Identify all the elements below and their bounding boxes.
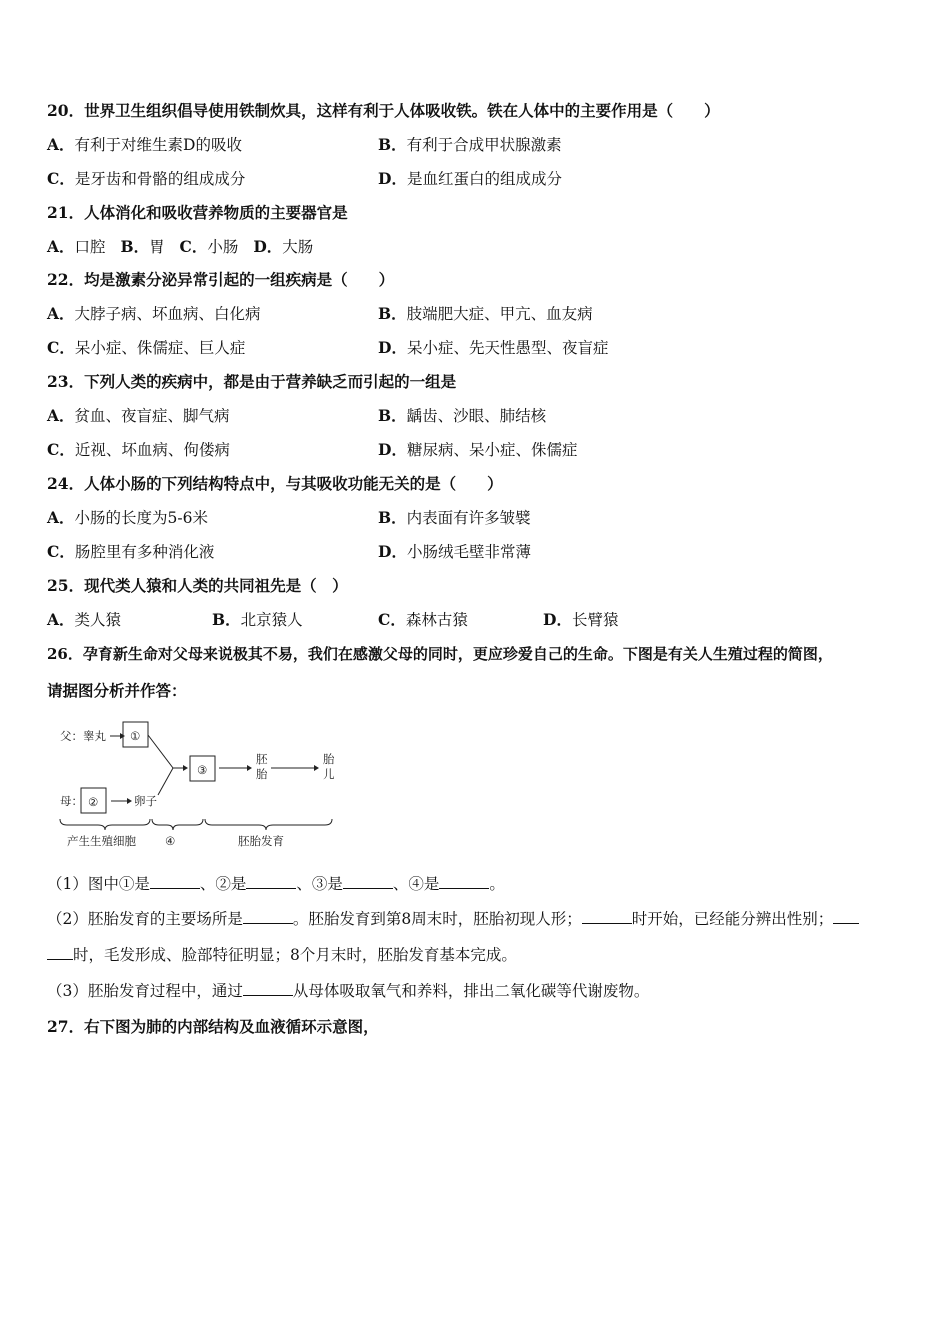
q25-option-c xyxy=(378,610,468,630)
q21-stem: 21．人体消化和吸收营养物质的主要器官是 xyxy=(47,203,348,222)
option-label: A． xyxy=(47,304,75,323)
option-text: 内表面有许多皱襞 xyxy=(406,509,531,527)
option-text: 长臂猿 xyxy=(571,611,619,629)
option-label: D． xyxy=(543,610,572,629)
q26-sub1 xyxy=(47,874,505,894)
option-text: 呆小症、侏儒症、巨人症 xyxy=(74,339,246,357)
arrow-head xyxy=(183,765,188,771)
sub1-text: （1）图中①是 xyxy=(47,875,150,893)
option-label: A． xyxy=(47,237,75,256)
option-label: A． xyxy=(47,610,75,629)
sub1-text: 、④是 xyxy=(392,875,440,893)
q24-option-d xyxy=(378,542,531,562)
answer-blank[interactable] xyxy=(343,874,393,889)
option-text: 小肠 xyxy=(207,238,239,256)
q24-option-a xyxy=(47,508,208,528)
option-text: 北京猿人 xyxy=(240,611,303,629)
option-text: 口腔 xyxy=(74,238,106,256)
option-text: 糖尿病、呆小症、侏儒症 xyxy=(406,441,578,459)
q26-stem-line2: 请据图分析并作答： xyxy=(47,681,187,700)
option-text: 大脖子病、坏血病、白化病 xyxy=(74,305,261,323)
option-text: 大肠 xyxy=(282,238,314,256)
option-text: 肠腔里有多种消化液 xyxy=(74,543,215,561)
q22-option-c xyxy=(47,338,245,358)
father-label: 父：睾丸 xyxy=(60,729,106,743)
brace-label-development: 胚胎发育 xyxy=(238,834,284,848)
brace-fertilization xyxy=(152,819,203,830)
q26-sub2-line2 xyxy=(47,945,517,965)
q23-stem: 23．下列人类的疾病中，都是由于营养缺乏而引起的一组是 xyxy=(47,372,457,391)
answer-blank[interactable] xyxy=(47,945,73,960)
arrow-head xyxy=(314,765,319,771)
q25-option-a xyxy=(47,610,121,630)
reproduction-diagram xyxy=(55,715,345,855)
answer-blank[interactable] xyxy=(833,909,859,924)
q20-stem: 20．世界卫生组织倡导使用铁制炊具，这样有利于人体吸收铁。铁在人体中的主要作用是（ ） xyxy=(47,101,720,120)
q22-option-b xyxy=(378,304,593,324)
option-label: C． xyxy=(47,440,75,459)
sub2-text: 时开始，已经能分辨出性别； xyxy=(631,910,834,928)
option-label: C． xyxy=(47,542,75,561)
option-label: D． xyxy=(253,237,283,256)
converge-line-top xyxy=(148,735,173,768)
sub3-text: 从母体吸取氧气和养料，排出二氧化碳等代谢废物。 xyxy=(292,982,650,1000)
option-label: C． xyxy=(179,237,208,256)
answer-blank[interactable] xyxy=(243,981,293,996)
option-text: 呆小症、先天性愚型、夜盲症 xyxy=(406,339,609,357)
option-label: B． xyxy=(212,610,241,629)
option-label: C． xyxy=(47,169,75,188)
fetus-label-1: 胎 xyxy=(323,752,335,766)
sub1-text: 、②是 xyxy=(199,875,247,893)
option-label: C． xyxy=(378,610,406,629)
option-label: B． xyxy=(378,304,407,323)
egg-label: 卵子 xyxy=(134,794,157,808)
q22-stem: 22．均是激素分泌异常引起的一组疾病是（ ） xyxy=(47,270,395,289)
q25-option-d xyxy=(543,610,618,630)
q23-option-a xyxy=(47,406,230,426)
box-1-label: ① xyxy=(130,729,141,743)
option-text: 胃 xyxy=(149,238,165,256)
q22-option-a xyxy=(47,304,261,324)
option-label: D． xyxy=(378,440,407,459)
answer-blank[interactable] xyxy=(243,909,293,924)
sub2-text: （2）胚胎发育的主要场所是 xyxy=(47,910,243,928)
converge-line-bottom xyxy=(158,768,173,795)
q21-options xyxy=(47,237,313,257)
q23-option-d xyxy=(378,440,577,460)
q26-sub3 xyxy=(47,981,649,1001)
option-text: 小肠的长度为5-6米 xyxy=(74,509,208,527)
q24-stem: 24．人体小肠的下列结构特点中，与其吸收功能无关的是（ ） xyxy=(47,474,503,493)
option-label: B． xyxy=(378,135,407,154)
answer-blank[interactable] xyxy=(439,874,489,889)
option-text: 有利于合成甲状腺激素 xyxy=(406,136,562,154)
sub2-text: 。胚胎发育到第8周末时，胚胎初现人形； xyxy=(292,910,582,928)
embryo-label-1: 胚 xyxy=(256,752,268,766)
option-text: 近视、坏血病、佝偻病 xyxy=(74,441,230,459)
sub1-text: 。 xyxy=(489,875,505,893)
option-text: 是牙齿和骨骼的组成成分 xyxy=(74,170,246,188)
option-label: C． xyxy=(47,338,75,357)
option-label: D． xyxy=(378,338,407,357)
arrow-head xyxy=(247,765,252,771)
q24-option-c xyxy=(47,542,214,562)
q25-stem: 25．现代类人猿和人类的共同祖先是（ ） xyxy=(47,576,348,595)
q22-option-d xyxy=(378,338,608,358)
q27-stem: 27．右下图为肺的内部结构及血液循环示意图， xyxy=(47,1017,379,1036)
sub3-text: （3）胚胎发育过程中，通过 xyxy=(47,982,243,1000)
answer-blank[interactable] xyxy=(150,874,200,889)
sub2-text: 时，毛发形成、脸部特征明显；8个月末时，胚胎发育基本完成。 xyxy=(73,946,517,964)
q20-option-d xyxy=(378,169,562,189)
option-text: 是血红蛋白的组成成分 xyxy=(406,170,562,188)
q20-option-c xyxy=(47,169,245,189)
embryo-label-2: 胎 xyxy=(256,767,268,781)
option-text: 肢端肥大症、甲亢、血友病 xyxy=(406,305,593,323)
q25-option-b xyxy=(212,610,303,630)
q23-option-c xyxy=(47,440,230,460)
option-label: B． xyxy=(378,406,407,425)
box-3-label: ③ xyxy=(197,763,208,777)
option-text: 小肠绒毛壁非常薄 xyxy=(406,543,531,561)
option-label: B． xyxy=(120,237,150,256)
option-label: A． xyxy=(47,406,75,425)
option-text: 有利于对维生素D的吸收 xyxy=(74,136,242,154)
option-text: 龋齿、沙眼、肺结核 xyxy=(406,407,547,425)
q23-option-b xyxy=(378,406,546,426)
fetus-label-2: 儿 xyxy=(323,767,335,781)
answer-blank[interactable] xyxy=(582,909,632,924)
arrow-head xyxy=(127,798,132,804)
brace-label-4: ④ xyxy=(165,834,176,848)
q20-option-b xyxy=(378,135,562,155)
brace-germ-cells xyxy=(60,819,150,830)
q24-option-b xyxy=(378,508,531,528)
option-label: D． xyxy=(378,169,407,188)
answer-blank[interactable] xyxy=(246,874,296,889)
mother-label: 母： xyxy=(60,794,83,808)
option-text: 贫血、夜盲症、脚气病 xyxy=(74,407,230,425)
brace-development xyxy=(205,819,332,830)
q20-option-a xyxy=(47,135,242,155)
q26-sub2-line1 xyxy=(47,909,859,929)
brace-label-germ-cells: 产生生殖细胞 xyxy=(67,834,136,848)
option-text: 类人猿 xyxy=(74,611,122,629)
q26-stem-line1: 26．孕育新生命对父母来说极其不易，我们在感激父母的同时，更应珍爱自己的生命。下图是有关人生殖过程的简图， xyxy=(47,645,833,663)
option-label: B． xyxy=(378,508,407,527)
option-text: 森林古猿 xyxy=(405,611,468,629)
option-label: D． xyxy=(378,542,407,561)
sub1-text: 、③是 xyxy=(296,875,343,893)
option-label: A． xyxy=(47,508,75,527)
option-label: A． xyxy=(47,135,75,154)
box-2-label: ② xyxy=(88,795,99,809)
